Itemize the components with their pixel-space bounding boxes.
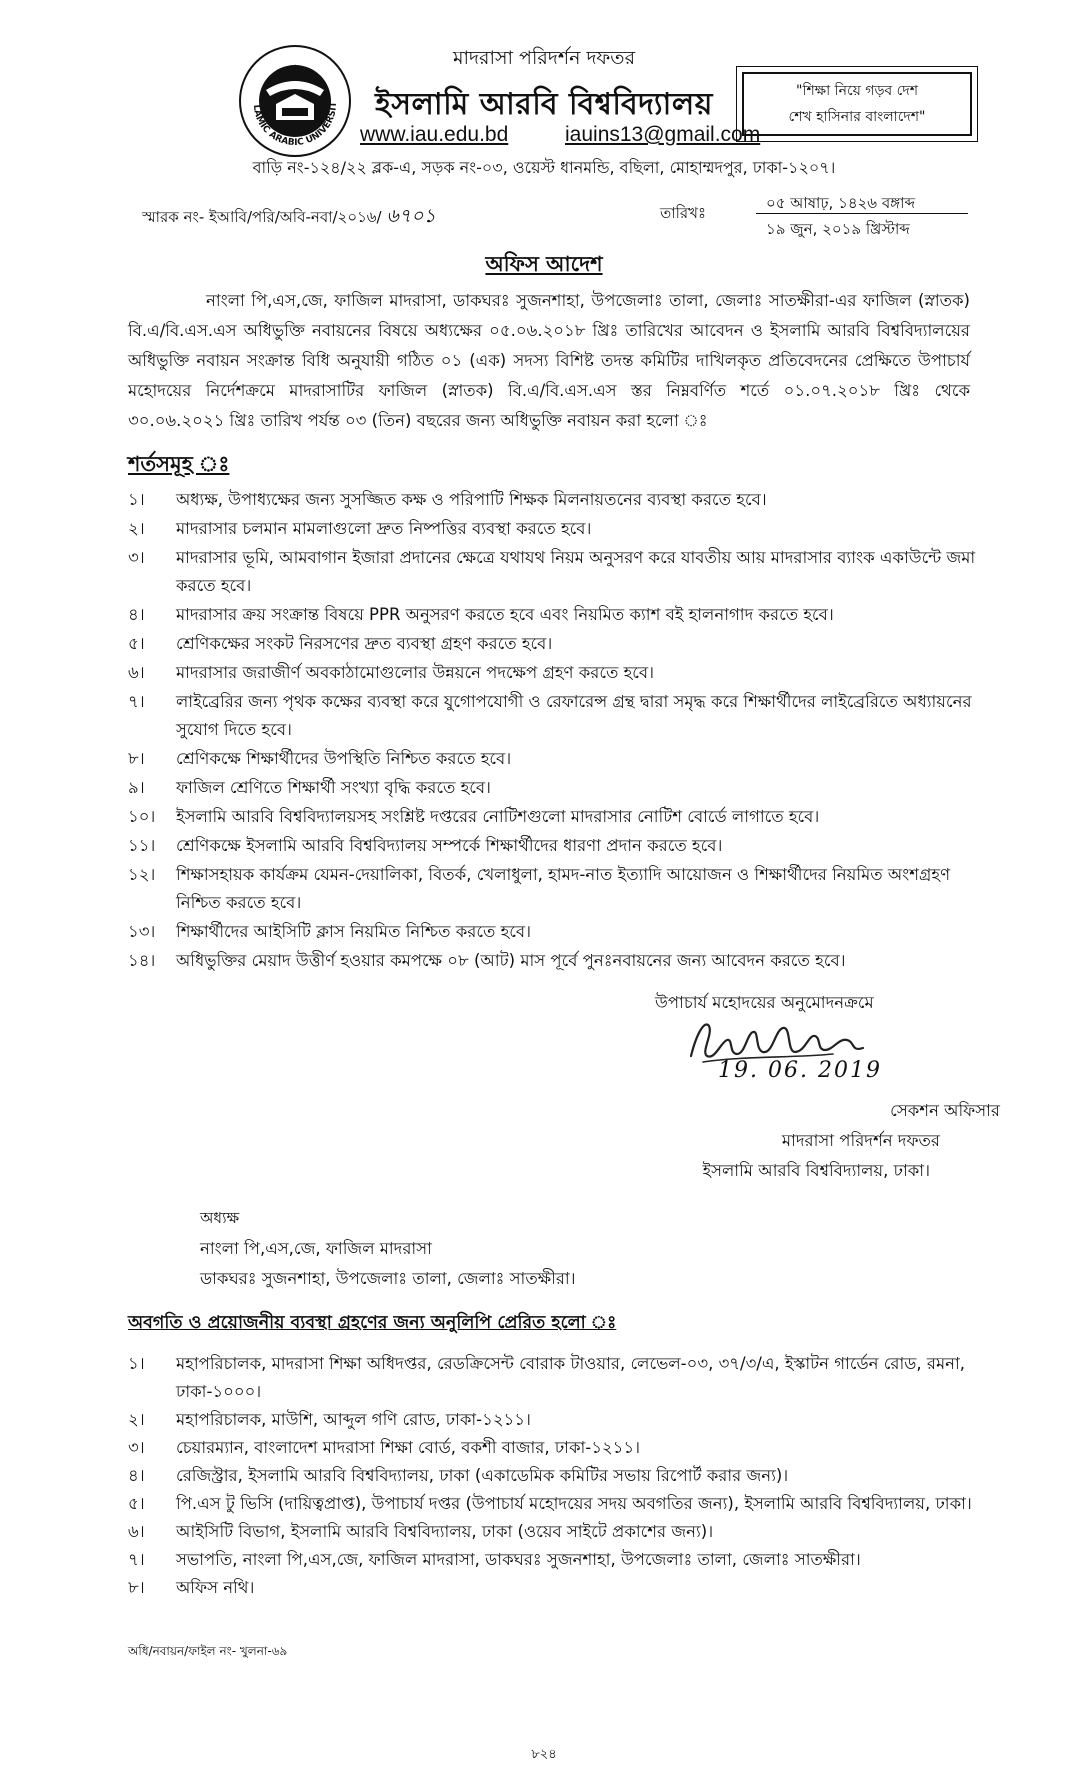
condition-item	[128, 688, 978, 744]
file-number: অধি/নবায়ন/ফাইল নং- খুলনা-৬৯	[128, 1644, 288, 1658]
condition-item	[128, 630, 978, 658]
signature-date: 19. 06. 2019	[718, 1058, 882, 1083]
copy-text: মহাপরিচালক, মাদরাসা শিক্ষা অধিদপ্তর, রেডক্রিসেন্ট বোরাক টাওয়ার, লেভেল-০৩, ৩৭/৩/এ, ইস্কাটন গার্ডেন রোড, রমনা, ঢাকা-১০০০।	[176, 1354, 966, 1401]
copy-text: চেয়ারম্যান, বাংলাদেশ মাদরাসা শিক্ষা বোর্ড, বকশী বাজার, ঢাকা-১২১১।	[176, 1438, 640, 1457]
copy-text: অফিস নথি।	[176, 1578, 255, 1597]
condition-text: শিক্ষাসহায়ক কার্যক্রম যেমন-দেয়ালিকা, বিতর্ক, খেলাধুলা, হামদ-নাত ইত্যাদি আয়োজন ও শিক্ষার্থীদের নিয়মিত অংশগ্রহণ নিশ্চিত করতে হবে।	[176, 865, 951, 912]
condition-text: মাদরাসার ক্রয় সংক্রান্ত বিষয়ে PPR অনুসরণ করতে হবে এবং নিয়মিত ক্যাশ বই হালনাগাদ করতে হবে।	[176, 605, 834, 624]
document-title-text: অফিস আদেশ	[485, 252, 603, 276]
copy-item	[128, 1490, 978, 1518]
condition-number: ১।	[128, 490, 145, 509]
condition-text: শিক্ষার্থীদের আইসিটি ক্লাস নিয়মিত নিশ্চিত করতে হবে।	[176, 922, 531, 941]
addressee-institution: নাংলা পি,এস,জে, ফাজিল মাদরাসা	[200, 1239, 432, 1258]
condition-text: ফাজিল শ্রেণিতে শিক্ষার্থী সংখ্যা বৃদ্ধি করতে হবে।	[176, 778, 491, 797]
condition-text: মাদরাসার চলমান মামলাগুলো দ্রুত নিষ্পত্তির ব্যবস্থা করতে হবে।	[176, 519, 592, 538]
condition-item	[128, 745, 978, 773]
condition-text: শ্রেণিকক্ষের সংকট নিরসণের দ্রুত ব্যবস্থা গ্রহণ করতে হবে।	[176, 634, 553, 653]
condition-item	[128, 918, 978, 946]
memo-reference-number: ৬৭০১	[386, 205, 436, 227]
condition-text: মাদরাসার ভূমি, আমবাগান ইজারা প্রদানের ক্ষেত্রে যথাযথ নিয়ম অনুসরণ করে যাবতীয় আয় মাদরাসার ব্যাংক একাউন্টে জমা করতে হবে।	[176, 548, 976, 595]
condition-text: মাদরাসার জরাজীর্ণ অবকাঠামোগুলোর উন্নয়নে পদক্ষেপ গ্রহণ করতে হবে।	[176, 663, 654, 682]
condition-text: লাইব্রেরির জন্য পৃথক কক্ষের ব্যবস্থা করে যুগোপযোগী ও রেফারেন্স গ্রন্থ দ্বারা সমৃদ্ধ করে শিক্ষার্থীদের লাইব্রেরিতে অধ্যায়নের সুযোগ দিতে হবে।	[176, 692, 972, 739]
condition-text: শ্রেণিকক্ষে ইসলামি আরবি বিশ্ববিদ্যালয় সম্পর্কে শিক্ষার্থীদের ধারণা প্রদান করতে হবে।	[176, 836, 723, 855]
copy-text: মহাপরিচালক, মাউশি, আব্দুল গণি রোড, ঢাকা-১২১১।	[176, 1410, 531, 1429]
condition-item	[128, 601, 978, 629]
addressee-title: অধ্যক্ষ	[200, 1209, 240, 1227]
university-name: ইসলামি আরবি বিশ্ববিদ্যালয়	[375, 87, 713, 122]
condition-number: ২।	[128, 519, 145, 538]
memo-reference-label: স্মারক নং- ইআবি/পরি/অবি-নবা/২০১৬/	[142, 208, 382, 226]
condition-text: ইসলামি আরবি বিশ্ববিদ্যালয়সহ সংশ্লিষ্ট দপ্তরের নোটিশগুলো মাদরাসার নোটিশ বোর্ডে লাগাতে হবে।	[176, 807, 820, 826]
date-label: তারিখঃ	[660, 204, 706, 222]
copies-list	[128, 1350, 978, 1602]
copy-text: রেজিস্ট্রার, ইসলামি আরবি বিশ্ববিদ্যালয়, ঢাকা (একাডেমিক কমিটির সভায় রিপোর্ট করার জন্য)।	[176, 1466, 789, 1485]
copy-number: ৭।	[128, 1550, 145, 1569]
condition-text: অধ্যক্ষ, উপাধ্যক্ষের জন্য সুসজ্জিত কক্ষ ও পরিপাটি শিক্ষক মিলনায়তনের ব্যবস্থা করতে হবে।	[176, 490, 767, 509]
condition-number: ৭।	[128, 692, 145, 711]
condition-item	[128, 832, 978, 860]
condition-number: ১২।	[128, 865, 156, 884]
copy-number: ১।	[128, 1354, 145, 1373]
copy-text: পি.এস টু ভিসি (দায়িত্বপ্রাপ্ত), উপাচার্য দপ্তর (উপাচার্য মহোদয়ের সদয় অবগতির জন্য), ইসলামি আরবি বিশ্ববিদ্যালয়, ঢাকা।	[176, 1494, 972, 1513]
condition-number: ৫।	[128, 634, 145, 653]
date-divider	[756, 213, 968, 214]
signatory-designation: সেকশন অফিসার	[890, 1101, 1000, 1120]
date-gregorian: ১৯ জুন, ২০১৯ খ্রিস্টাব্দ	[766, 220, 910, 238]
condition-item	[128, 774, 978, 802]
copy-item	[128, 1350, 978, 1406]
copy-item	[128, 1518, 978, 1546]
copy-number: ২।	[128, 1410, 145, 1429]
condition-number: ৪।	[128, 605, 145, 624]
condition-item	[128, 659, 978, 687]
copy-number: ৪।	[128, 1466, 145, 1485]
page-number: ৮২৪	[531, 1747, 557, 1762]
condition-item	[128, 803, 978, 831]
condition-number: ১৩।	[128, 922, 156, 941]
copy-number: ৩।	[128, 1438, 145, 1457]
copy-text: সভাপতি, নাংলা পি,এস,জে, ফাজিল মাদরাসা, ডাকঘরঃ সুজনশাহা, উপজেলাঃ তালা, জেলাঃ সাতক্ষীরা।	[176, 1550, 861, 1569]
date-bangla: ০৫ আষাঢ়, ১৪২৬ বঙ্গাব্দ	[766, 194, 915, 212]
approval-note: উপাচার্য মহোদয়ের অনুমোদনক্রমে	[655, 993, 874, 1012]
condition-item	[128, 486, 978, 514]
copy-number: ৬।	[128, 1522, 145, 1541]
condition-number: ৯।	[128, 778, 145, 797]
conditions-heading: শর্তসমূহ ঃ	[128, 452, 230, 476]
condition-number: ৩।	[128, 548, 145, 567]
condition-item	[128, 947, 978, 975]
condition-number: ১৪।	[128, 951, 156, 970]
university-address: বাড়ি নং-১২৪/২২ ব্লক-এ, সড়ক নং-০৩, ওয়েস্ট ধানমন্ডি, বছিলা, মোহাম্মদপুর, ঢাকা-১২০৭।	[252, 158, 836, 177]
condition-item	[128, 861, 978, 917]
copy-text: আইসিটি বিভাগ, ইসলামি আরবি বিশ্ববিদ্যালয়, ঢাকা (ওয়েব সাইটে প্রকাশের জন্য)।	[176, 1522, 714, 1541]
slogan-line-1: "শিক্ষা নিয়ে গড়ব দেশ	[796, 83, 918, 99]
copies-heading: অবগতি ও প্রয়োজনীয় ব্যবস্থা গ্রহণের জন্য অনুলিপি প্রেরিত হলো ঃ	[128, 1313, 617, 1333]
condition-number: ৬।	[128, 663, 145, 682]
copy-number: ৫।	[128, 1494, 145, 1513]
website-link[interactable]: www.iau.edu.bd	[360, 123, 509, 146]
condition-item	[128, 515, 978, 543]
signatory-department: মাদরাসা পরিদর্শন দফতর	[781, 1131, 940, 1150]
copy-item	[128, 1406, 978, 1434]
memo-reference	[142, 202, 436, 234]
department-name: মাদরাসা পরিদর্শন দফতর	[452, 47, 636, 69]
addressee-address: ডাকঘরঃ সুজনশাহা, উপজেলাঃ তালা, জেলাঃ সাতক্ষীরা।	[200, 1269, 576, 1288]
copy-item	[128, 1462, 978, 1490]
email-link[interactable]: iauins13@gmail.com	[565, 123, 761, 146]
condition-number: ১০।	[128, 807, 156, 826]
copy-item	[128, 1546, 978, 1574]
copy-number: ৮।	[128, 1578, 145, 1597]
order-body: নাংলা পি,এস,জে, ফাজিল মাদরাসা, ডাকঘরঃ সুজনশাহা, উপজেলাঃ তালা, জেলাঃ সাতক্ষীরা-এর ফাজিল (স্নাতক) বি.এ/বি.এস.এস অধিভুক্তি নবায়নের বিষয়ে অধ্যক্ষের ০৫.০৬.২০১৮ খ্রিঃ তারিখের আবেদন ও ইসলামি আরবি বিশ্ববিদ্যালয়ের অধিভুক্তি নবায়ন সংক্রান্ত বিধি অনুযায়ী গঠিত ০১ (এক) সদস্য বিশিষ্ট তদন্ত কমিটির দাখিলকৃত প্রতিবেদনের প্রেক্ষিতে উপাচার্য মহোদয়ের নির্দেশক্রমে মাদরাসাটির ফাজিল (স্নাতক) বি.এ/বি.এস.এস স্তর নিম্নবর্ণিত শর্তে ০১.০৭.২০১৮ খ্রিঃ থেকে ৩০.০৬.২০২১ খ্রিঃ তারিখ পর্যন্ত ০৩ (তিন) বছরের জন্য অধিভুক্তি নবায়ন করা হলো ঃ	[128, 291, 970, 430]
slogan-line-2: শেখ হাসিনার বাংলাদেশ"	[788, 109, 926, 125]
condition-number: ৮।	[128, 749, 145, 768]
slogan-box	[742, 72, 972, 136]
condition-text: অধিভুক্তির মেয়াদ উত্তীর্ণ হওয়ার কমপক্ষে ০৮ (আট) মাস পূর্বে পুনঃনবায়নের জন্য আবেদন করতে হবে।	[176, 951, 846, 970]
copy-item	[128, 1574, 978, 1602]
conditions-list	[128, 486, 978, 976]
svg-text:ISLAMIC ARABIC UNIVERSITY: LAMIC ARABIC UNIVERSIT	[250, 101, 340, 149]
copy-item	[128, 1434, 978, 1462]
condition-item	[128, 544, 978, 600]
condition-text: শ্রেণিকক্ষে শিক্ষার্থীদের উপস্থিতি নিশ্চিত করতে হবে।	[176, 749, 512, 768]
document-title	[0, 248, 1088, 283]
signatory-university: ইসলামি আরবি বিশ্ববিদ্যালয়, ঢাকা।	[702, 1161, 930, 1180]
condition-number: ১১।	[128, 836, 156, 855]
